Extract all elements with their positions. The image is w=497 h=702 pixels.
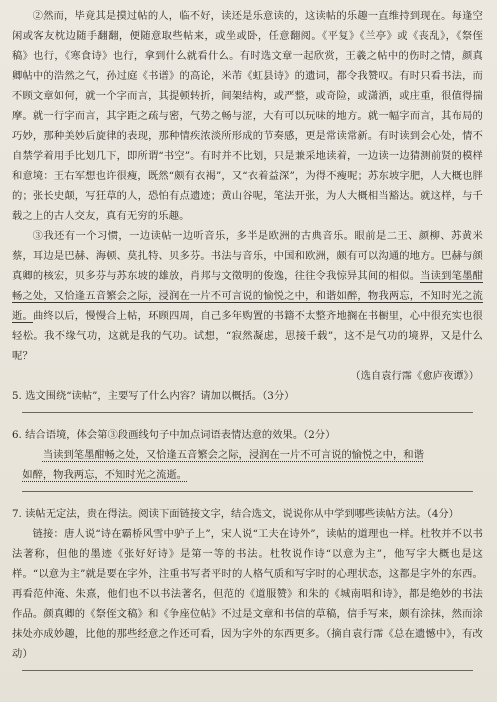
question-6-quote-line-2 xyxy=(12,465,483,485)
underlined-sentence: 当读到笔墨酣畅之处，又恰逢五音繁会之际，浸润在一片不可言说的愉悦之中，和谐如醉，物我两忘，不知时光之流逝。 xyxy=(12,270,483,322)
question-7: 7. 读帖无定法，贵在得法。阅读下面链接文字，结合选文，说说你从中学到哪些读帖方法。（4分） xyxy=(12,508,459,520)
question-6-quote-line-1: 当读到笔墨酣畅之处，又恰逢五音繁会之际，浸润在一片不可言说的愉悦之中，和谐 xyxy=(42,449,424,461)
question-6: 6. 结合语境，体会第③段画线句子中加点词语表情达意的效果。（2分） xyxy=(12,429,336,441)
source-citation: （选自袁行霈《愈庐夜谭》） xyxy=(350,370,479,382)
link-text: 链接：唐人说“诗在霸桥风雪中驴子上”，宋人说“工夫在诗外”，读帖的道理也一样。杜牧并不以书法著称，但他的墨迹《张好好诗》是第一等的书法。杜牧说作诗“以意为主”，他写字大概也是这样。“以意为主”就是要在字外，注重书写者平时的人格气质和写字时的心理状态，这都是字外的东西。再看范仲淹、朱熹，他们也不以书法著名，但范的《道服赞》和朱的《城南唱和诗》，都是绝妙的书法作品。颜真卿的《祭侄文稿》和《争座位帖》不过是文章和书信的草稿，信手写来，颇有涂抹，然而涂抹处亦成妙趣，比他的那些经意之作还可看，因为字外的东西更多。（摘自袁行霈《总在遗憾中》，有改动） xyxy=(12,528,483,660)
passage-paragraph-2: ②然而，毕竟其是摸过帖的人，临不好，读还是乐意读的，这读帖的乐趣一直维持到现在。每逢空闲或客友枕边随手翻翻，便随意取些帖来，或坐或卧，任意翻阅。《平复》《兰亭》或《丧乱》，《祭侄稿》也行，《寒食诗》也行，拿到什么就看什么。有时选文章一起欣赏，王羲之帖中的伤时之情，颜真卿帖中的浩然之气，孙过庭《书谱》的高论，米芾《虹县诗》的遗词，都令我赞叹。有时只看书法，而不顾文章如何，就一个字而言，其提顿转折，间架结构，或严整，或奇险，或潇洒，或庄重，很值得揣摩。就一行字而言，其字距之疏与密，气势之畅与涩，大有可以玩味的地方。就一幅字而言，其布局的巧妙，那种美妙后旋律的表现，那种情疾浓淡所形成的节奏感，更是常读常新。有时读到会心处，情不自禁学着用手比划几下，即所谓“书空”。有时并不比划，只是兼采地读着，一边读一边猜测前贤的模样和意境：王右军想也许很瘦，既然“颇有衣褐”，又“衣着益深”，为得不瘦呢；苏东坡字肥，人大概也胖的；张长史颠，写狂草的人，恐怕有点遗迹；黄山谷呢，笔法开张，为人大概相当豁达。就这样，与千载之上的古人交友，真有无穷的乐趣。 xyxy=(12,10,483,222)
paragraph-3-ending: 曲终以后，慢慢合上帖，环顾四周，自己多年购置的书籍不太整齐地搁在书橱里，心中很充实也很轻松。我不缘气功，这就是我的气功。试想，“寂然凝虑，思接千载”，这不是气功的境界，又是什么呢？ xyxy=(12,310,483,362)
question-5: 5. 选文围绕“读帖”，主要写了什么内容？请加以概括。（3分） xyxy=(12,390,295,402)
answer-line-q7[interactable] xyxy=(22,670,473,671)
passage-paragraph-3 xyxy=(12,226,483,366)
quote-line-2-text: 如醉，物我两忘，不知时光之流逝。 xyxy=(22,469,188,481)
paragraph-3-intro: ③我还有一个习惯，一边读帖一边听音乐，多半是欧洲的古典音乐。眼前是二王、颜柳、苏黄米蔡，耳边是巴赫、海顿、莫扎特、贝多芬。书法与音乐，中国和欧洲，颇有可以沟通的地方。巴赫与颜真卿的核宏，贝多芬与苏东坡的雄放，肖邦与文徵明的俊逸，往往令我惊异其间的相似。 xyxy=(12,230,483,282)
